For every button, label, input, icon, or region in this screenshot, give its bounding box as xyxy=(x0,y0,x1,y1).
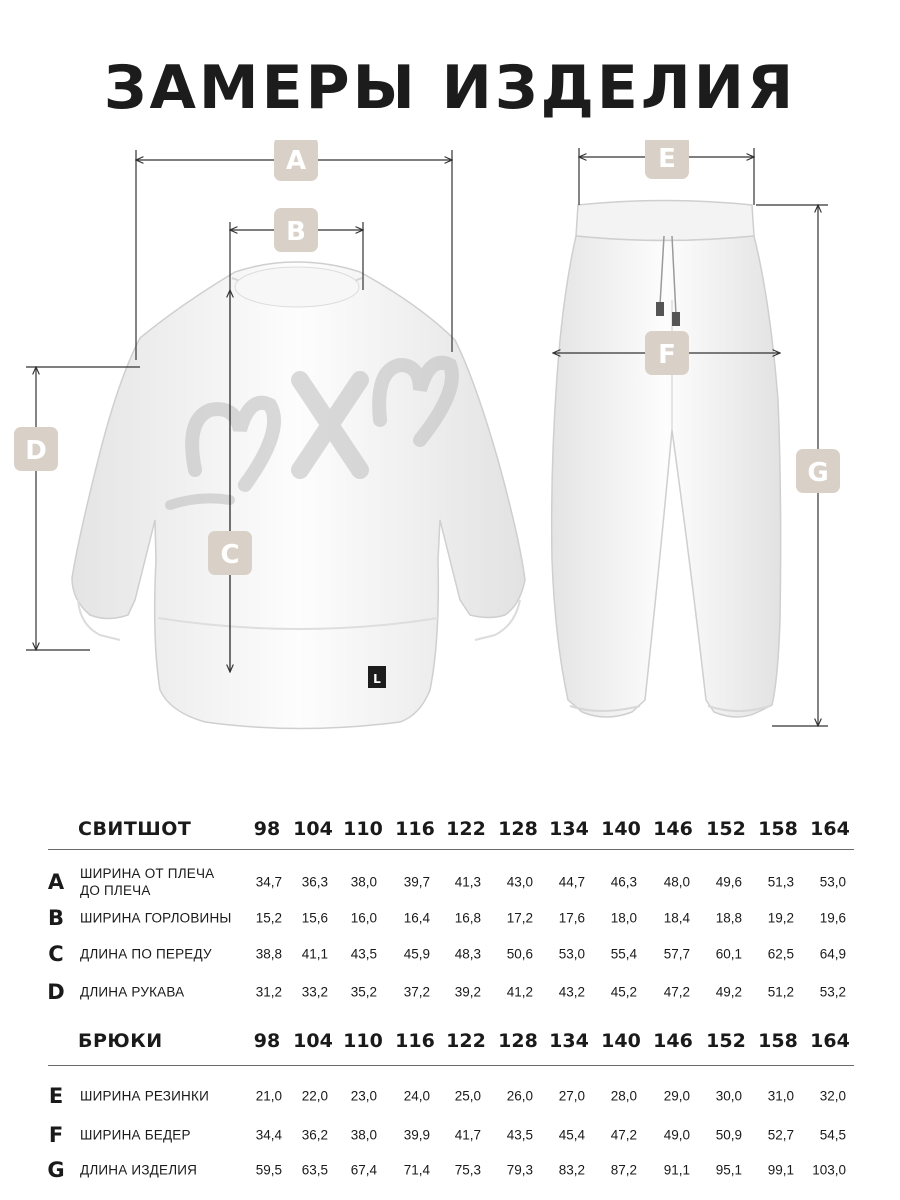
table-divider xyxy=(48,1065,854,1066)
table-cell: 49,6 xyxy=(715,874,742,890)
table-cell: 46,3 xyxy=(610,874,637,890)
size-header: 98 xyxy=(253,1030,281,1052)
row-letter: G xyxy=(47,1158,65,1182)
row-letter: B xyxy=(47,906,64,930)
table-cell: 36,2 xyxy=(301,1127,328,1143)
svg-text:A: A xyxy=(285,146,307,176)
table-cell: 45,2 xyxy=(610,984,637,1000)
sweatshirt-illustration xyxy=(72,262,525,729)
table-cell: 16,4 xyxy=(403,910,430,926)
size-header: 122 xyxy=(446,818,486,840)
table-divider xyxy=(48,849,854,850)
table-cell: 29,0 xyxy=(663,1088,690,1104)
table-row xyxy=(0,898,900,938)
size-header: 152 xyxy=(706,1030,746,1052)
size-header: 158 xyxy=(758,1030,798,1052)
table-cell: 39,2 xyxy=(454,984,481,1000)
table-header xyxy=(0,1024,900,1064)
table-cell: 23,0 xyxy=(350,1088,377,1104)
table-cell: 43,0 xyxy=(506,874,533,890)
table-cell: 91,1 xyxy=(663,1162,690,1178)
table-cell: 24,0 xyxy=(403,1088,430,1104)
table-row xyxy=(0,1115,900,1155)
table-header xyxy=(0,812,900,852)
svg-text:D: D xyxy=(25,436,47,466)
pants-illustration xyxy=(552,201,781,718)
table-cell: 95,1 xyxy=(715,1162,742,1178)
size-header: 140 xyxy=(601,818,641,840)
table-cell: 38,0 xyxy=(350,1127,377,1143)
row-letter: D xyxy=(47,980,65,1004)
table-cell: 19,2 xyxy=(767,910,794,926)
table-cell: 55,4 xyxy=(610,946,637,962)
table-cell: 31,2 xyxy=(255,984,282,1000)
size-header: 110 xyxy=(343,1030,383,1052)
table-cell: 36,3 xyxy=(301,874,328,890)
table-cell: 50,6 xyxy=(506,946,533,962)
row-letter: E xyxy=(48,1084,64,1108)
table-cell: 62,5 xyxy=(767,946,794,962)
table-cell: 47,2 xyxy=(663,984,690,1000)
table-cell: 41,1 xyxy=(301,946,328,962)
size-header: 116 xyxy=(395,1030,435,1052)
size-header: 134 xyxy=(549,1030,589,1052)
size-header: 158 xyxy=(758,818,798,840)
table-cell: 15,6 xyxy=(301,910,328,926)
table-cell: 49,0 xyxy=(663,1127,690,1143)
row-label: ШИРИНА БЕДЕР xyxy=(80,1127,191,1143)
svg-text:E: E xyxy=(658,144,676,174)
size-header: 164 xyxy=(810,818,850,840)
table-cell: 27,0 xyxy=(558,1088,585,1104)
table-cell: 41,7 xyxy=(454,1127,481,1143)
table-cell: 53,2 xyxy=(819,984,846,1000)
table-row xyxy=(0,1150,900,1190)
size-tag-letter: L xyxy=(373,672,381,686)
svg-text:F: F xyxy=(658,340,676,370)
table-cell: 53,0 xyxy=(819,874,846,890)
table-cell: 19,6 xyxy=(819,910,846,926)
size-header: 146 xyxy=(653,1030,693,1052)
table-cell: 33,2 xyxy=(301,984,328,1000)
product-name: СВИТШОТ xyxy=(78,818,192,840)
table-cell: 43,5 xyxy=(350,946,377,962)
table-cell: 18,0 xyxy=(610,910,637,926)
page-title: ЗАМЕРЫ ИЗДЕЛИЯ xyxy=(103,53,797,123)
table-cell: 34,4 xyxy=(255,1127,282,1143)
row-label: ДЛИНА РУКАВА xyxy=(80,984,185,1000)
table-cell: 83,2 xyxy=(558,1162,585,1178)
svg-text:G: G xyxy=(807,458,829,488)
table-cell: 30,0 xyxy=(715,1088,742,1104)
table-cell: 17,6 xyxy=(558,910,585,926)
size-header: 98 xyxy=(253,818,281,840)
table-cell: 47,2 xyxy=(610,1127,637,1143)
table-cell: 16,0 xyxy=(350,910,377,926)
table-cell: 64,9 xyxy=(819,946,846,962)
row-label: ДЛИНА ПО ПЕРЕДУ xyxy=(80,946,212,962)
table-row xyxy=(0,972,900,1012)
table-cell: 15,2 xyxy=(255,910,282,926)
row-label: ШИРИНА ОТ ПЛЕЧА ДО ПЛЕЧА xyxy=(80,866,215,898)
table-cell: 18,4 xyxy=(663,910,690,926)
table-cell: 26,0 xyxy=(506,1088,533,1104)
size-header: 128 xyxy=(498,1030,538,1052)
size-header: 134 xyxy=(549,818,589,840)
table-cell: 87,2 xyxy=(610,1162,637,1178)
row-letter: F xyxy=(48,1123,64,1147)
table-cell: 52,7 xyxy=(767,1127,794,1143)
table-cell: 99,1 xyxy=(767,1162,794,1178)
table-cell: 22,0 xyxy=(301,1088,328,1104)
table-cell: 18,8 xyxy=(715,910,742,926)
table-cell: 31,0 xyxy=(767,1088,794,1104)
table-cell: 16,8 xyxy=(454,910,481,926)
row-label: ШИРИНА РЕЗИНКИ xyxy=(80,1088,209,1104)
table-cell: 21,0 xyxy=(255,1088,282,1104)
size-header: 164 xyxy=(810,1030,850,1052)
table-cell: 75,3 xyxy=(454,1162,481,1178)
table-cell: 60,1 xyxy=(715,946,742,962)
size-header: 152 xyxy=(706,818,746,840)
table-cell: 28,0 xyxy=(610,1088,637,1104)
table-cell: 49,2 xyxy=(715,984,742,1000)
size-header: 128 xyxy=(498,818,538,840)
size-header: 146 xyxy=(653,818,693,840)
table-cell: 67,4 xyxy=(350,1162,377,1178)
table-cell: 71,4 xyxy=(403,1162,430,1178)
row-letter: C xyxy=(48,942,64,966)
product-name: БРЮКИ xyxy=(78,1030,163,1052)
table-cell: 103,0 xyxy=(812,1162,846,1178)
table-cell: 48,0 xyxy=(663,874,690,890)
table-cell: 53,0 xyxy=(558,946,585,962)
table-row xyxy=(0,862,900,902)
table-cell: 57,7 xyxy=(663,946,690,962)
size-header: 116 xyxy=(395,818,435,840)
table-cell: 45,9 xyxy=(403,946,430,962)
table-cell: 35,2 xyxy=(350,984,377,1000)
garment-diagram xyxy=(0,140,900,760)
table-cell: 38,8 xyxy=(255,946,282,962)
table-cell: 51,2 xyxy=(767,984,794,1000)
table-cell: 41,2 xyxy=(506,984,533,1000)
table-cell: 54,5 xyxy=(819,1127,846,1143)
size-header: 110 xyxy=(343,818,383,840)
size-header: 140 xyxy=(601,1030,641,1052)
row-label: ШИРИНА ГОРЛОВИНЫ xyxy=(80,910,232,926)
size-header: 104 xyxy=(293,818,333,840)
size-header: 122 xyxy=(446,1030,486,1052)
row-letter: A xyxy=(47,870,65,894)
table-cell: 39,9 xyxy=(403,1127,430,1143)
table-cell: 48,3 xyxy=(454,946,481,962)
table-cell: 63,5 xyxy=(301,1162,328,1178)
table-cell: 32,0 xyxy=(819,1088,846,1104)
table-cell: 41,3 xyxy=(454,874,481,890)
table-cell: 39,7 xyxy=(403,874,430,890)
table-cell: 59,5 xyxy=(255,1162,282,1178)
table-cell: 43,2 xyxy=(558,984,585,1000)
svg-text:C: C xyxy=(220,540,240,570)
table-row xyxy=(0,934,900,974)
table-cell: 43,5 xyxy=(506,1127,533,1143)
table-cell: 34,7 xyxy=(255,874,282,890)
table-cell: 79,3 xyxy=(506,1162,533,1178)
row-label: ДЛИНА ИЗДЕЛИЯ xyxy=(80,1162,198,1178)
table-row xyxy=(0,1076,900,1116)
table-cell: 51,3 xyxy=(767,874,794,890)
table-cell: 45,4 xyxy=(558,1127,585,1143)
table-cell: 17,2 xyxy=(506,910,533,926)
size-header: 104 xyxy=(293,1030,333,1052)
table-cell: 37,2 xyxy=(403,984,430,1000)
table-cell: 50,9 xyxy=(715,1127,742,1143)
table-cell: 44,7 xyxy=(558,874,585,890)
table-cell: 25,0 xyxy=(454,1088,481,1104)
table-cell: 38,0 xyxy=(350,874,377,890)
svg-text:B: B xyxy=(286,217,306,247)
